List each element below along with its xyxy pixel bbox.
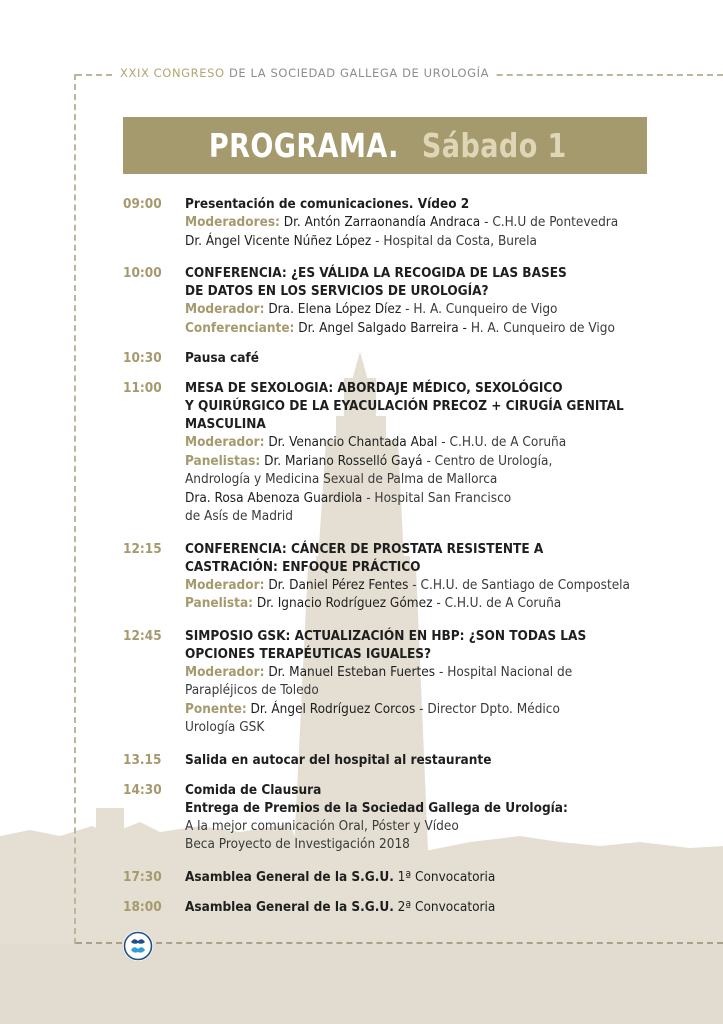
program-title	[185, 540, 703, 558]
detail-role: Panelistas:	[185, 452, 261, 469]
program-detail-line	[185, 507, 703, 526]
detail-person: Dr. Manuel Esteban Fuertes	[268, 663, 436, 680]
detail-person: Dr. Ángel Rodríguez Corcos	[250, 700, 416, 717]
program-detail-line	[185, 433, 703, 452]
program-detail-line	[185, 718, 703, 737]
program-item	[123, 195, 703, 250]
program-detail-line	[185, 576, 703, 595]
program-title	[185, 415, 703, 433]
program-title-text: Pausa café	[185, 350, 259, 366]
program-detail-line	[185, 835, 703, 854]
detail-person: Dra. Elena López Díez	[268, 301, 402, 317]
program-title-text: Y QUIRÚRGICO DE LA EYACULACIÓN PRECOZ + CIRUGÍA GENITAL	[185, 398, 624, 414]
detail-affiliation: - Hospital da Costa, Burela	[375, 232, 537, 249]
detail-affiliation: Beca Proyecto de Investigación 2018	[185, 836, 410, 852]
program-title-text: MASCULINA	[185, 416, 266, 432]
program-title-text: Asamblea General de la S.G.U.	[185, 868, 394, 885]
detail-affiliation: - Hospital Nacional de	[438, 663, 573, 680]
program-time: 12:45	[123, 627, 162, 644]
program-time: 12:15	[123, 540, 162, 557]
program-title	[185, 349, 703, 367]
header-rest: DE LA SOCIEDAD GALLEGA DE UROLOGÍA	[224, 66, 490, 80]
program-item	[123, 868, 703, 886]
header-accent: XXIX CONGRESO	[120, 66, 225, 80]
program-detail-line	[185, 700, 703, 719]
program-detail-line	[185, 663, 703, 682]
program-time: 14:30	[123, 781, 162, 798]
program-time: 10:30	[123, 350, 162, 366]
detail-affiliation: de Asís de Madrid	[185, 508, 293, 524]
program-title-text: CASTRACIÓN: ENFOQUE PRÁCTICO	[185, 558, 421, 575]
detail-role: Moderador:	[185, 663, 265, 680]
program-title-text: Asamblea General de la S.G.U.	[185, 898, 394, 915]
program-time: 10:00	[123, 265, 162, 281]
program-detail-line	[185, 594, 703, 613]
program-item	[123, 349, 703, 367]
program-title-text: CONFERENCIA: CÁNCER DE PROSTATA RESISTENTE A	[185, 540, 544, 557]
program-title-text: SIMPOSIO GSK: ACTUALIZACIÓN EN HBP: ¿SON TODAS LAS	[185, 627, 587, 644]
detail-affiliation: - C.H.U. de Santiago de Compostela	[412, 576, 631, 593]
detail-person: Dr. Mariano Rosselló Gayá	[264, 452, 423, 469]
program-title-text: Entrega de Premios de la Sociedad Gallega de Urología:	[185, 799, 568, 816]
program-detail-line	[185, 232, 703, 251]
program-title	[185, 645, 703, 663]
program-title-text: Presentación de comunicaciones. Vídeo 2	[185, 196, 470, 212]
program-title-text: Comida de Clausura	[185, 781, 322, 798]
program-title-text: MESA DE SEXOLOGIA: ABORDAJE MÉDICO, SEXOLÓGICO	[185, 380, 563, 396]
program-title	[185, 898, 703, 916]
program-detail-line	[185, 470, 703, 489]
program-title-text: CONFERENCIA: ¿ES VÁLIDA LA RECOGIDA DE LAS BASES	[185, 265, 567, 281]
detail-person: Dr. Venancio Chantada Abal	[268, 434, 438, 450]
program-item	[123, 781, 703, 854]
program-detail-line	[185, 489, 703, 508]
program-title-suffix: 2ª Convocatoria	[393, 898, 496, 915]
detail-affiliation: - H. A. Cunqueiro de Vigo	[405, 301, 558, 317]
banner-title: PROGRAMA.	[208, 126, 399, 165]
program-time: 13.15	[123, 751, 162, 768]
detail-role: Moderador:	[185, 301, 265, 317]
program-title	[185, 868, 703, 886]
program-item	[123, 751, 703, 769]
program-title-text: DE DATOS EN LOS SERVICIOS DE UROLOGÍA?	[185, 283, 489, 299]
program-time: 17:30	[123, 868, 162, 885]
program-title	[185, 558, 703, 576]
program-detail-line	[185, 213, 703, 232]
program-title	[185, 264, 703, 282]
detail-affiliation: H. A. Cunqueiro de Vigo	[470, 319, 615, 336]
program-title	[185, 379, 703, 397]
banner-day: Sábado 1	[421, 126, 567, 165]
detail-affiliation: Andrología y Medicina Sexual de Palma de Mallorca	[185, 471, 498, 487]
detail-affiliation: A la mejor comunicación Oral, Póster y Vídeo	[185, 817, 459, 834]
detail-affiliation: - Centro de Urología,	[426, 452, 553, 469]
program-list	[123, 195, 703, 916]
program-banner	[123, 117, 647, 174]
program-item	[123, 379, 703, 526]
program-time: 11:00	[123, 380, 162, 396]
detail-affiliation: - Hospital San Francisco	[366, 489, 512, 506]
detail-role: Moderadores:	[185, 214, 280, 230]
detail-person: Dr. Daniel Pérez Fentes	[268, 576, 409, 593]
program-detail-line	[185, 300, 703, 319]
program-detail-line	[185, 452, 703, 471]
detail-affiliation: - C.H.U de Pontevedra	[484, 214, 619, 230]
program-time: 09:00	[123, 196, 162, 212]
detail-person: Dr. Antón Zarraonandía Andraca	[283, 214, 481, 230]
program-detail-line	[185, 319, 703, 338]
detail-role: Moderador:	[185, 576, 265, 593]
detail-affiliation: Parapléjicos de Toledo	[185, 682, 319, 698]
program-title-text: OPCIONES TERAPÉUTICAS IGUALES?	[185, 645, 432, 662]
program-title	[185, 282, 703, 300]
detail-person: Dr. Angel Salgado Barreira -	[298, 319, 467, 336]
detail-person: Dr. Ignacio Rodríguez Gómez	[256, 595, 433, 611]
program-item	[123, 540, 703, 613]
detail-affiliation: Urología GSK	[185, 719, 265, 735]
program-detail-line	[185, 817, 703, 836]
program-title	[185, 397, 703, 415]
program-item	[123, 627, 703, 737]
program-detail-line	[185, 681, 703, 700]
dashed-frame-left	[74, 74, 76, 944]
program-title	[185, 627, 703, 645]
detail-role: Conferenciante:	[185, 319, 295, 336]
congress-header	[114, 66, 495, 80]
program-time: 18:00	[123, 898, 162, 915]
society-logo	[123, 931, 153, 961]
program-title-suffix: 1ª Convocatoria	[393, 868, 496, 885]
program-title	[185, 781, 703, 799]
program-item	[123, 898, 703, 916]
detail-affiliation: - Director Dpto. Médico	[419, 700, 560, 717]
program-title	[185, 751, 703, 769]
detail-role: Moderador:	[185, 434, 265, 450]
program-title	[185, 195, 703, 213]
detail-affiliation: - C.H.U. de A Coruña	[441, 434, 567, 450]
program-title-text: Salida en autocar del hospital al restaurante	[185, 751, 492, 768]
detail-affiliation: - C.H.U. de A Coruña	[436, 595, 562, 611]
program-item	[123, 264, 703, 337]
detail-role: Ponente:	[185, 700, 247, 717]
dashed-frame-bottom	[76, 942, 723, 944]
detail-person: Dr. Ángel Vicente Núñez López	[185, 232, 372, 249]
program-title	[185, 799, 703, 817]
detail-role: Panelista:	[185, 595, 254, 611]
detail-person: Dra. Rosa Abenoza Guardiola	[185, 489, 363, 506]
